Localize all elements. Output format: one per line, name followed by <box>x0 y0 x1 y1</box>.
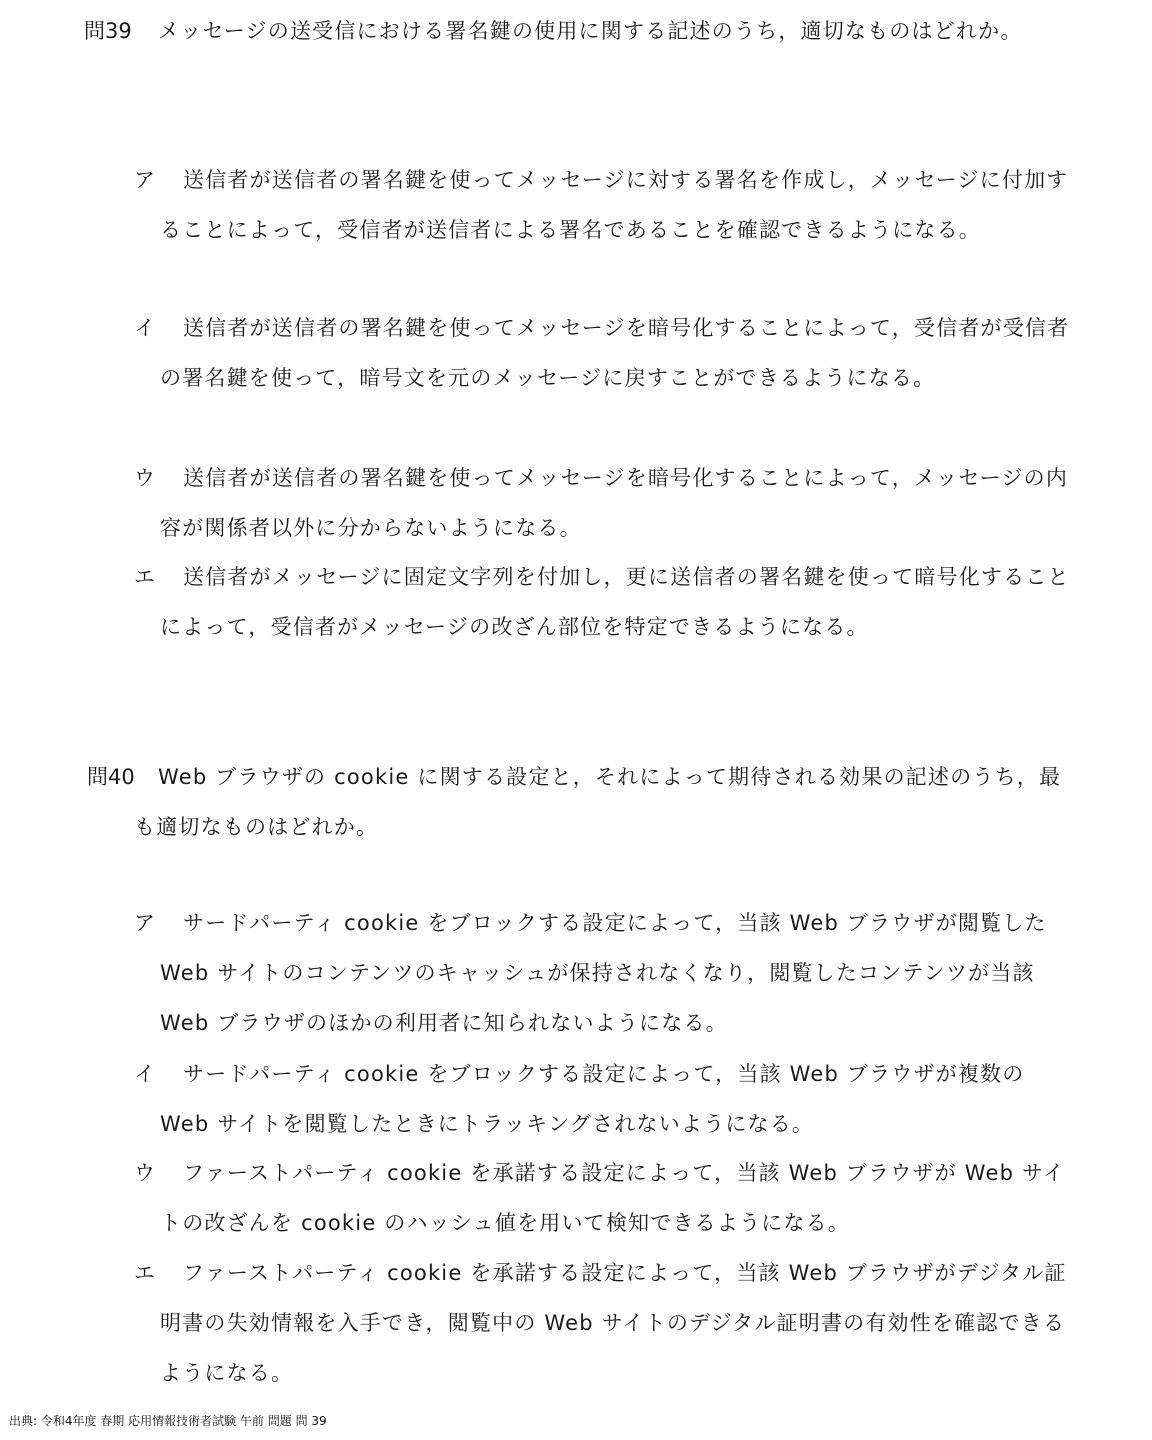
choice-text: 送信者が送信者の署名鍵を使ってメッセージを暗号化することによって，メッセージの内容が関係者以外に分からないようになる。 <box>160 466 1069 540</box>
choice-text: 送信者が送信者の署名鍵を使ってメッセージに対する署名を作成し，メッセージに付加することによって，受信者が送信者による署名であることを確認できるようになる。 <box>160 168 1069 242</box>
choice-text: 送信者がメッセージに固定文字列を付加し，更に送信者の署名鍵を使って暗号化することによって，受信者がメッセージの改ざん部位を特定できるようになる。 <box>160 565 1070 639</box>
choice-mark: イ <box>134 316 155 340</box>
choice-text: ファーストパーティ cookie を承諾する設定によって，当該 Web ブラウザが Web サイトの改ざんを cookie のハッシュ値を用いて検知できるようになる。 <box>160 1161 1065 1235</box>
choice-text: サードパーティ cookie をブロックする設定によって，当該 Web ブラウザが閲覧した Web サイトのコンテンツのキャッシュが保持されなくなり，閲覧したコンテンツが当該 Web ブラウザのほかの利用者に知られないようになる。 <box>160 911 1055 1035</box>
choice-text: 送信者が送信者の署名鍵を使ってメッセージを暗号化することによって，受信者が受信者の署名鍵を使って，暗号文を元のメッセージに戻すことができるようになる。 <box>160 316 1070 390</box>
question-stem: Web ブラウザの cookie に関する設定と，それによって期待される効果の記述のうち，最も適切なものはどれか。 <box>134 765 1062 839</box>
choice-mark: ア <box>134 168 155 192</box>
choice-mark: ア <box>134 911 155 935</box>
choice-mark: イ <box>134 1062 155 1086</box>
choice-mark: エ <box>134 565 155 589</box>
choice-mark: ウ <box>134 466 155 490</box>
question-number: 問39 <box>84 19 132 43</box>
question-number: 問40 <box>87 765 135 789</box>
choice-text: ファーストパーティ cookie を承諾する設定によって，当該 Web ブラウザがデジタル証明書の失効情報を入手でき，閲覧中の Web サイトのデジタル証明書の有効性を確認できるようになる。 <box>160 1261 1067 1385</box>
source-citation: 出典: 令和4年度 春期 応用情報技術者試験 午前 問題 問 39 <box>9 1414 327 1428</box>
choice-text: サードパーティ cookie をブロックする設定によって，当該 Web ブラウザが複数の Web サイトを閲覧したときにトラッキングされないようになる。 <box>160 1062 1033 1136</box>
question-stem: メッセージの送受信における署名鍵の使用に関する記述のうち，適切なものはどれか。 <box>158 19 1023 43</box>
choice-mark: エ <box>134 1261 155 1285</box>
choice-mark: ウ <box>134 1161 155 1185</box>
